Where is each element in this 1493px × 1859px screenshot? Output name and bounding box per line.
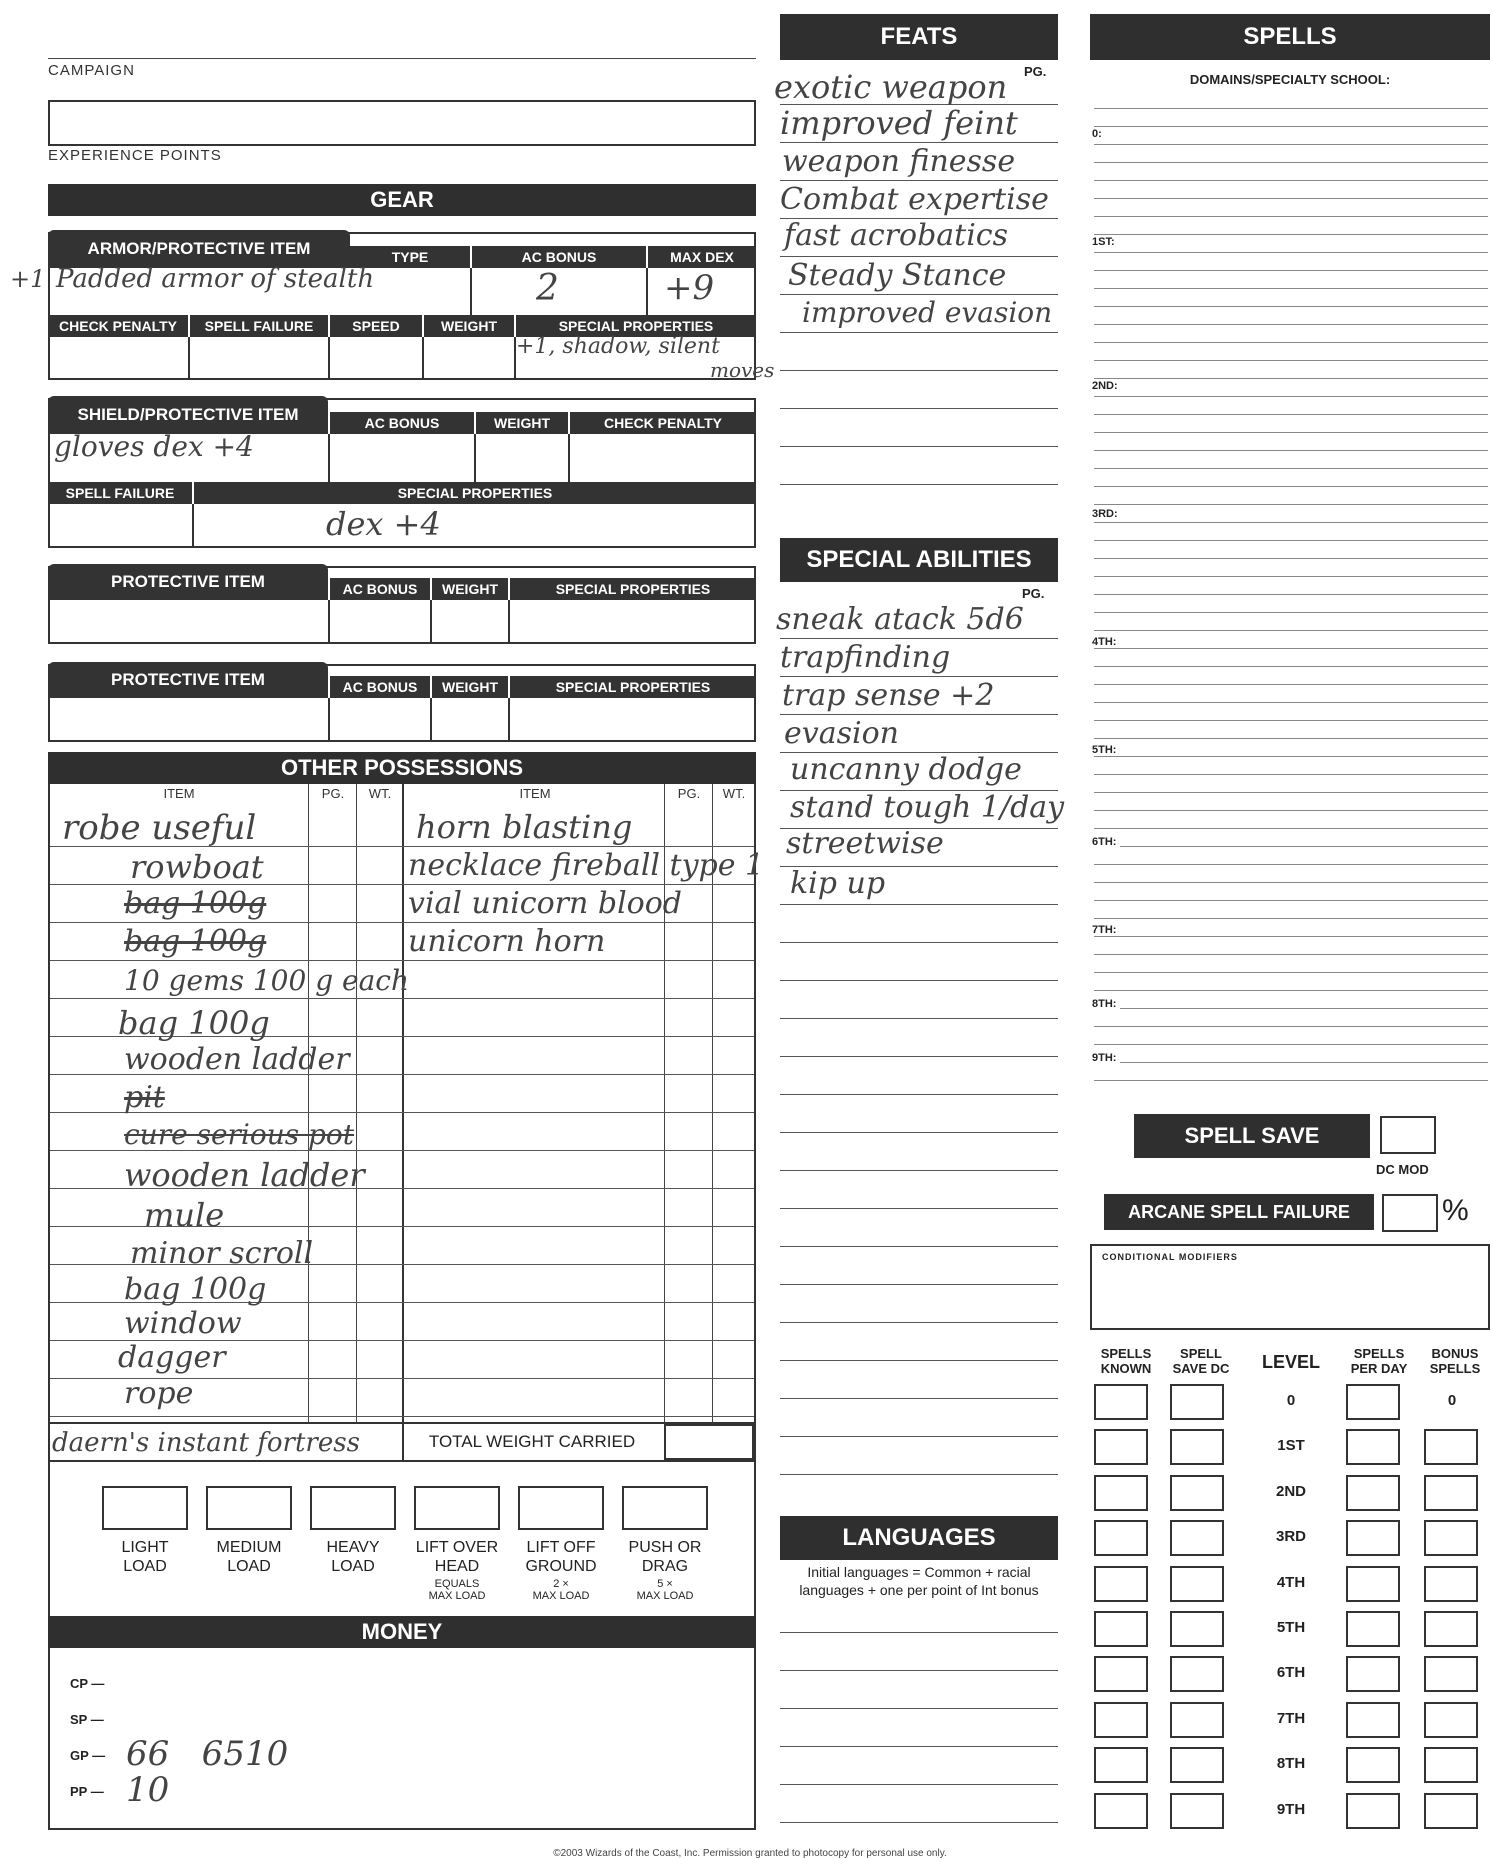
load-label-3: LIFT OVER HEAD [415, 1539, 499, 1575]
level-row-label-1: 1ST [1277, 1437, 1305, 1455]
possession-item: cure serious pot [124, 1118, 355, 1151]
spell-line [1094, 324, 1488, 325]
special-ability-line [780, 1474, 1058, 1475]
campaign-line [48, 58, 756, 59]
spell-line [1094, 720, 1488, 721]
spell-level-label-7: 7TH: [1092, 924, 1120, 936]
bonus-spells-field-9[interactable] [1424, 1793, 1478, 1829]
spell-level-label-9: 9TH: [1092, 1052, 1120, 1064]
feat-item: fast acrobatics [784, 218, 1009, 253]
bonus-spells-field-6[interactable] [1424, 1656, 1478, 1692]
load-note-4: 2 × MAX LOAD [532, 1578, 590, 1602]
spell-line [1094, 468, 1488, 469]
spell-save-title: SPELL SAVE [1134, 1114, 1370, 1158]
bonus-spells-field-3[interactable] [1424, 1520, 1478, 1556]
spell-line [1094, 990, 1488, 991]
armor-special-value-2: moves [710, 358, 775, 382]
possession-item: wooden ladder [124, 1156, 365, 1194]
protective-1-weight-label: WEIGHT [432, 578, 508, 600]
language-line [780, 1822, 1058, 1823]
spell-line [1094, 558, 1488, 559]
feats-title: FEATS [780, 14, 1058, 60]
spells-per-day-field-5[interactable] [1346, 1611, 1400, 1647]
special-ability-line [780, 1018, 1058, 1019]
divider [474, 434, 476, 482]
shield-check-label: CHECK PENALTY [570, 412, 756, 434]
bonus-spells-field-4[interactable] [1424, 1566, 1478, 1602]
spell-line [1094, 648, 1488, 649]
possession-item: dagger [118, 1340, 226, 1375]
armor-ac-value: 2 [536, 268, 559, 309]
divider [422, 337, 424, 379]
special-ability-item: stand tough 1/day [790, 790, 1065, 825]
pp-label: PP — [70, 1784, 104, 1799]
shield-ac-label: AC BONUS [330, 412, 474, 434]
spell-level-label-1: 1ST: [1092, 236, 1119, 248]
languages-title: LANGUAGES [780, 1516, 1058, 1560]
special-ability-line [780, 1246, 1058, 1247]
protective-2-ac-label: AC BONUS [330, 676, 430, 698]
spell-line [1094, 270, 1488, 271]
spell-line [1094, 108, 1488, 109]
level-row-label-0: 0 [1286, 1392, 1296, 1409]
load-label-5: PUSH OR DRAG [628, 1539, 702, 1575]
spell-line [1094, 1062, 1488, 1063]
armor-maxdex-label: MAX DEX [648, 246, 756, 268]
spell-line [1094, 738, 1488, 739]
spells-known-field-7[interactable] [1094, 1702, 1148, 1738]
special-ability-line [780, 1056, 1058, 1057]
language-line [780, 1670, 1058, 1671]
pp-value: 10 [126, 1770, 170, 1810]
possession-item: robe useful [62, 808, 257, 848]
divider [328, 698, 330, 742]
divider [48, 1422, 756, 1424]
spell-save-dc-field-8[interactable] [1170, 1747, 1224, 1783]
possession-item: rope [124, 1376, 194, 1411]
feat-line [780, 408, 1058, 409]
special-ability-item: trapfinding [780, 640, 951, 675]
special-ability-line [780, 980, 1058, 981]
spell-save-dc-field-3[interactable] [1170, 1520, 1224, 1556]
spells-per-day-field-8[interactable] [1346, 1747, 1400, 1783]
armor-check-label: CHECK PENALTY [48, 315, 188, 337]
possession-item: mule [144, 1196, 225, 1234]
spell-line [1094, 774, 1488, 775]
spells-per-day-field-9[interactable] [1346, 1793, 1400, 1829]
spell-save-dc-field-6[interactable] [1170, 1656, 1224, 1692]
possession-item: minor scroll [130, 1236, 314, 1271]
spells-known-label: SPELLS KNOWN [1100, 1346, 1152, 1376]
possession-item: window [124, 1306, 242, 1341]
armor-title: ARMOR/PROTECTIVE ITEM [48, 230, 350, 268]
feat-item: improved evasion [802, 296, 1053, 329]
money-title: MONEY [48, 1616, 756, 1648]
spell-save-dc-label: SPELL SAVE DC [1172, 1346, 1230, 1376]
protective-2-special-label: SPECIAL PROPERTIES [510, 676, 756, 698]
protective-item-1-title: PROTECTIVE ITEM [48, 564, 328, 600]
sp-label: SP — [70, 1712, 104, 1727]
level-row-label-2: 2ND [1275, 1482, 1306, 1500]
possessions-title: OTHER POSSESSIONS [48, 752, 756, 784]
level-row-label-3: 3RD [1275, 1528, 1306, 1546]
spell-line [1094, 414, 1488, 415]
language-line [780, 1746, 1058, 1747]
spell-line [1094, 486, 1488, 487]
spell-line [1094, 1008, 1488, 1009]
spell-save-dc-field-9[interactable] [1170, 1793, 1224, 1829]
spell-line [1094, 882, 1488, 883]
protective-2-weight-label: WEIGHT [432, 676, 508, 698]
possession-item: rowboat [130, 848, 264, 886]
spell-line [1094, 252, 1488, 253]
spells-known-field-2[interactable] [1094, 1475, 1148, 1511]
wt-label-left: WT. [368, 786, 392, 801]
spells-known-field-5[interactable] [1094, 1611, 1148, 1647]
bonus-spells-field-2[interactable] [1424, 1475, 1478, 1511]
bonus-spells-field-8[interactable] [1424, 1747, 1478, 1783]
spell-line [1094, 162, 1488, 163]
spells-known-field-3[interactable] [1094, 1520, 1148, 1556]
possession-item: bag 100g [124, 1272, 267, 1307]
gp-label: GP — [70, 1748, 106, 1763]
bonus-spells-field-7[interactable] [1424, 1702, 1478, 1738]
load-note-3: EQUALS MAX LOAD [428, 1578, 486, 1602]
shield-name: gloves dex +4 [54, 430, 254, 463]
possession-row-line [50, 1416, 754, 1417]
armor-prefix: +1 [10, 265, 46, 293]
language-line [780, 1632, 1058, 1633]
gp-value: 66 6510 [126, 1734, 289, 1774]
special-ability-line [780, 1360, 1058, 1361]
special-ability-line [780, 942, 1058, 943]
possession-item: bag 100g [124, 924, 267, 959]
dc-mod-label: DC MOD [1376, 1162, 1429, 1177]
spell-line [1094, 342, 1488, 343]
special-ability-item: sneak atack 5d6 [776, 602, 1024, 637]
divider [192, 504, 194, 548]
special-ability-line [780, 1170, 1058, 1171]
armor-speed-label: SPEED [330, 315, 422, 337]
total-weight-field[interactable] [664, 1424, 754, 1460]
spells-known-field-0[interactable] [1094, 1384, 1148, 1420]
spells-per-day-field-7[interactable] [1346, 1702, 1400, 1738]
divider [470, 268, 472, 316]
feat-line [780, 180, 1058, 181]
feat-line [780, 294, 1058, 295]
possession-row-line [50, 922, 754, 923]
bonus-spells-label: BONUS SPELLS [1429, 1346, 1481, 1376]
armor-name: Padded armor of stealth [56, 264, 375, 294]
spell-save-dc-field-1[interactable] [1170, 1429, 1224, 1465]
spell-line [1094, 450, 1488, 451]
spell-line [1094, 954, 1488, 955]
feat-line [780, 484, 1058, 485]
load-label-0: LIGHT LOAD [121, 1539, 169, 1575]
item-label-right: ITEM [519, 786, 551, 801]
armor-type-label: TYPE [350, 246, 470, 268]
spells-per-day-label: SPELLS PER DAY [1350, 1346, 1408, 1376]
cp-label: CP — [70, 1676, 105, 1691]
spell-level-label-8: 8TH: [1092, 998, 1120, 1010]
load-label-4: LIFT OFF GROUND [525, 1539, 597, 1575]
possession-item: pit [124, 1080, 165, 1115]
armor-weight-label: WEIGHT [424, 315, 514, 337]
languages-note-1: Initial languages = Common + racial [807, 1564, 1031, 1580]
spell-line [1094, 810, 1488, 811]
spells-per-day-field-2[interactable] [1346, 1475, 1400, 1511]
spell-line [1094, 180, 1488, 181]
bonus-spells-zero: 0 [1447, 1392, 1457, 1409]
spell-line [1094, 756, 1488, 757]
protective-1-ac-label: AC BONUS [330, 578, 430, 600]
possession-item: unicorn horn [408, 924, 606, 959]
armor-ac-label: AC BONUS [472, 246, 646, 268]
feat-line [780, 142, 1058, 143]
spells-known-field-6[interactable] [1094, 1656, 1148, 1692]
bonus-spells-field-1[interactable] [1424, 1429, 1478, 1465]
language-line [780, 1784, 1058, 1785]
spell-line [1094, 198, 1488, 199]
xp-label: EXPERIENCE POINTS [48, 147, 222, 164]
possession-item: vial unicorn blood [408, 886, 682, 921]
bonus-spells-field-5[interactable] [1424, 1611, 1478, 1647]
feat-line [780, 332, 1058, 333]
armor-special-label: SPECIAL PROPERTIES [516, 315, 756, 337]
level-row-label-9: 9TH [1276, 1800, 1306, 1818]
divider [646, 268, 648, 316]
spell-line [1094, 1026, 1488, 1027]
shield-title: SHIELD/PROTECTIVE ITEM [48, 396, 328, 434]
feat-line [780, 370, 1058, 371]
spell-line [1094, 396, 1488, 397]
spells-per-day-field-0[interactable] [1346, 1384, 1400, 1420]
spells-known-field-9[interactable] [1094, 1793, 1148, 1829]
feat-item: Combat expertise [780, 182, 1049, 217]
feat-item: weapon finesse [782, 144, 1016, 179]
spell-line [1094, 612, 1488, 613]
shield-special-label: SPECIAL PROPERTIES [194, 482, 756, 504]
special-ability-line [780, 1094, 1058, 1095]
spell-line [1094, 864, 1488, 865]
spell-line [1094, 576, 1488, 577]
load-field-1[interactable] [206, 1486, 292, 1530]
feat-item: Steady Stance [788, 258, 1007, 293]
spell-line [1094, 504, 1488, 505]
spell-line [1094, 936, 1488, 937]
spell-line [1094, 1044, 1488, 1045]
special-abilities-title: SPECIAL ABILITIES [780, 538, 1058, 582]
special-ability-item: trap sense +2 [782, 678, 995, 713]
load-note-5: 5 × MAX LOAD [636, 1578, 694, 1602]
spell-line [1094, 666, 1488, 667]
spells-per-day-field-1[interactable] [1346, 1429, 1400, 1465]
spell-line [1094, 540, 1488, 541]
divider [356, 784, 357, 1422]
spell-line [1094, 1080, 1488, 1081]
spell-line [1094, 432, 1488, 433]
spell-line [1094, 702, 1488, 703]
spells-known-field-8[interactable] [1094, 1747, 1148, 1783]
special-ability-item: kip up [790, 866, 886, 901]
spell-line [1094, 900, 1488, 901]
campaign-label: CAMPAIGN [48, 62, 135, 79]
shield-spellfail-label: SPELL FAILURE [48, 482, 192, 504]
spell-line [1094, 216, 1488, 217]
special-ability-line [780, 1284, 1058, 1285]
wt-label-right: WT. [722, 786, 746, 801]
divider [188, 337, 190, 379]
load-field-5[interactable] [622, 1486, 708, 1530]
spell-line [1094, 126, 1488, 127]
level-label: LEVEL [1261, 1352, 1320, 1372]
spell-line [1094, 360, 1488, 361]
spell-save-dc-field-4[interactable] [1170, 1566, 1224, 1602]
spell-level-label-0: 0: [1092, 128, 1106, 140]
armor-special-value: +1, shadow, silent [516, 334, 720, 359]
shield-special-value: dex +4 [326, 505, 441, 543]
spells-title: SPELLS [1090, 14, 1490, 60]
special-ability-line [780, 676, 1058, 677]
xp-field[interactable] [48, 100, 756, 146]
divider [48, 1460, 756, 1462]
divider [402, 784, 404, 1462]
divider [430, 698, 432, 742]
spell-line [1094, 918, 1488, 919]
load-field-2[interactable] [310, 1486, 396, 1530]
load-field-0[interactable] [102, 1486, 188, 1530]
spell-line [1094, 306, 1488, 307]
possession-item: wooden ladder [124, 1042, 350, 1077]
possession-item: bag 100g [118, 1004, 270, 1042]
total-weight-label: TOTAL WEIGHT CARRIED [428, 1432, 636, 1451]
level-row-label-5: 5TH [1276, 1619, 1306, 1636]
shield-weight-label: WEIGHT [476, 412, 568, 434]
load-label-2: HEAVY LOAD [326, 1539, 380, 1575]
language-line [780, 1708, 1058, 1709]
special-ability-item: evasion [784, 716, 899, 751]
protective-item-2-title: PROTECTIVE ITEM [48, 662, 328, 698]
spell-level-label-2: 2ND: [1092, 380, 1122, 392]
special-ability-line [780, 1132, 1058, 1133]
possession-item: horn blasting [416, 808, 633, 846]
feat-line [780, 256, 1058, 257]
special-ability-line [780, 1208, 1058, 1209]
spells-known-field-4[interactable] [1094, 1566, 1148, 1602]
divider [308, 784, 309, 1422]
special-ability-line [780, 714, 1058, 715]
domains-label: DOMAINS/SPECIALTY SCHOOL: [1189, 72, 1391, 87]
languages-note-2: languages + one per point of Int bonus [799, 1582, 1039, 1598]
protective-1-special-label: SPECIAL PROPERTIES [510, 578, 756, 600]
spell-save-dc-field-0[interactable] [1170, 1384, 1224, 1420]
armor-maxdex-value: +9 [664, 268, 715, 308]
special-ability-line [780, 638, 1058, 639]
spells-per-day-field-4[interactable] [1346, 1566, 1400, 1602]
special-ability-line [780, 904, 1058, 905]
spell-line [1094, 594, 1488, 595]
level-row-label-4: 4TH [1276, 1573, 1306, 1591]
spell-save-dc-field-7[interactable] [1170, 1702, 1224, 1738]
divider [430, 600, 432, 644]
spell-save-field[interactable] [1380, 1116, 1436, 1154]
load-field-3[interactable] [414, 1486, 500, 1530]
spell-line [1094, 828, 1488, 829]
level-row-label-6: 6TH [1276, 1664, 1306, 1682]
spell-line [1094, 630, 1488, 631]
possession-item: daern's instant fortress [52, 1428, 360, 1458]
spell-line [1094, 522, 1488, 523]
possession-item: bag 100g [124, 886, 267, 921]
feat-item: improved feint [780, 104, 1018, 142]
spells-per-day-field-6[interactable] [1346, 1656, 1400, 1692]
divider [328, 434, 330, 482]
spell-line [1094, 684, 1488, 685]
possession-row-line [50, 960, 754, 961]
divider [508, 698, 510, 742]
feats-pg-label: PG. [1024, 64, 1047, 79]
spell-level-label-6: 6TH: [1092, 836, 1120, 848]
divider [328, 600, 330, 644]
armor-spellfail-label: SPELL FAILURE [190, 315, 328, 337]
possession-item: necklace fireball type 1 [408, 848, 765, 883]
load-field-4[interactable] [518, 1486, 604, 1530]
spell-level-label-4: 4TH: [1092, 636, 1120, 648]
spell-save-dc-field-5[interactable] [1170, 1611, 1224, 1647]
special-ability-item: uncanny dodge [790, 752, 1022, 787]
spells-known-field-1[interactable] [1094, 1429, 1148, 1465]
spell-line [1094, 972, 1488, 973]
spell-line [1094, 378, 1488, 379]
divider [508, 600, 510, 644]
special-ability-line [780, 1322, 1058, 1323]
spell-level-label-5: 5TH: [1092, 744, 1120, 756]
pg-label-right: PG. [677, 786, 701, 801]
spell-line [1094, 846, 1488, 847]
spell-line [1094, 288, 1488, 289]
feat-line [780, 446, 1058, 447]
feat-item: exotic weapon [774, 68, 1008, 106]
spell-line [1094, 792, 1488, 793]
divider [568, 434, 570, 482]
spells-per-day-field-3[interactable] [1346, 1520, 1400, 1556]
spell-level-label-3: 3RD: [1092, 508, 1122, 520]
divider [328, 337, 330, 379]
special-abilities-pg-label: PG. [1022, 586, 1045, 601]
spell-line [1094, 234, 1488, 235]
possession-row-line [50, 998, 754, 999]
spell-line [1094, 144, 1488, 145]
arcane-failure-field[interactable] [1382, 1194, 1438, 1232]
percent-sign: % [1442, 1194, 1469, 1227]
item-label-left: ITEM [163, 786, 195, 801]
level-row-label-7: 7TH [1276, 1709, 1306, 1727]
arcane-spell-failure-title: ARCANE SPELL FAILURE [1104, 1194, 1374, 1230]
possession-item: 10 gems 100 g each [124, 964, 409, 997]
level-row-label-8: 8TH [1276, 1755, 1306, 1773]
load-label-1: MEDIUM LOAD [216, 1539, 282, 1575]
gear-title: GEAR [48, 184, 756, 216]
conditional-modifiers-label: CONDITIONAL MODIFIERS [1102, 1252, 1238, 1262]
special-ability-item: streetwise [786, 826, 944, 861]
pg-label-left: PG. [321, 786, 345, 801]
spell-save-dc-field-2[interactable] [1170, 1475, 1224, 1511]
footer-copyright: ©2003 Wizards of the Coast, Inc. Permission granted to photocopy for personal use only. [553, 1848, 947, 1859]
special-ability-line [780, 1436, 1058, 1437]
special-ability-line [780, 1398, 1058, 1399]
